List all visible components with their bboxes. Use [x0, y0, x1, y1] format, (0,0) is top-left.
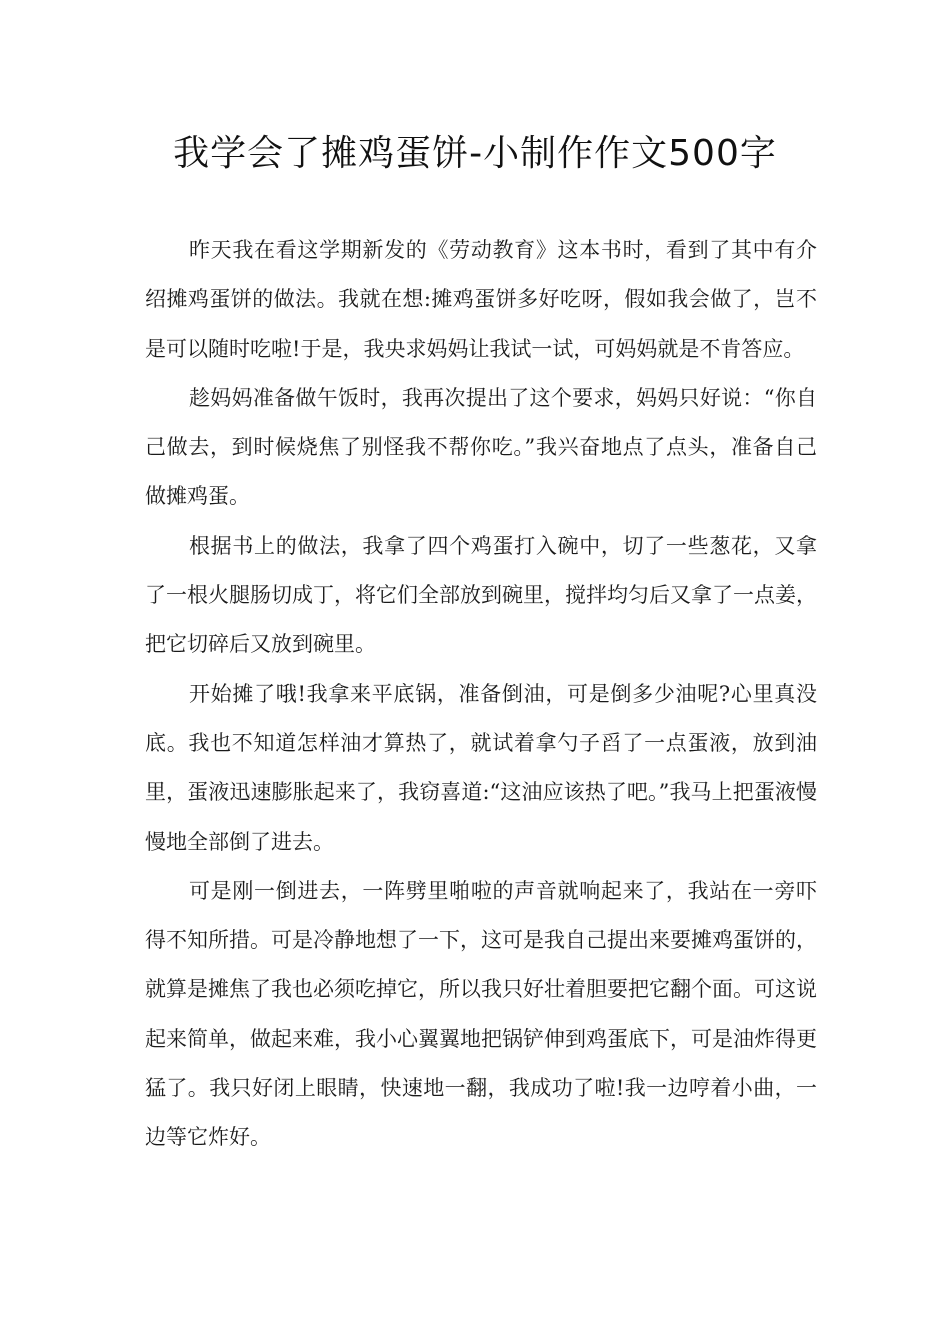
paragraph: 开始摊了哦!我拿来平底锅，准备倒油，可是倒多少油呢?心里真没底。我也不知道怎样油才算热了，就试着拿勺子舀了一点蛋液，放到油里，蛋液迅速膨胀起来了，我窃喜道:“这油应该热了吧。”我马上把蛋液慢慢地全部倒了进去。 [145, 681, 817, 854]
paragraph: 趁妈妈准备做午饭时，我再次提出了这个要求，妈妈只好说：“你自己做去，到时候烧焦了别怪我不帮你吃。”我兴奋地点了点头，准备自己做摊鸡蛋。 [145, 385, 817, 509]
paragraph: 昨天我在看这学期新发的《劳动教育》这本书时，看到了其中有介绍摊鸡蛋饼的做法。我就在想:摊鸡蛋饼多好吃呀，假如我会做了，岂不是可以随时吃啦!于是，我央求妈妈让我试一试，可妈妈就是不肯答应。 [145, 238, 817, 361]
document-title: 我学会了摊鸡蛋饼-小制作作文500字 [173, 133, 777, 174]
paragraph: 可是刚一倒进去，一阵劈里啪啦的声音就响起来了，我站在一旁吓得不知所措。可是冷静地想了一下，这可是我自己提出来要摊鸡蛋饼的，就算是摊焦了我也必须吃掉它，所以我只好壮着胆要把它翻个面。可这说起来简单，做起来难，我小心翼翼地把锅铲伸到鸡蛋底下，可是油炸得更猛了。我只好闭上眼睛，快速地一翻，我成功了啦!我一边哼着小曲，一边等它炸好。 [145, 878, 817, 1150]
document-body [145, 226, 817, 1163]
paragraph: 根据书上的做法，我拿了四个鸡蛋打入碗中，切了一些葱花，又拿了一根火腿肠切成丁，将它们全部放到碗里，搅拌均匀后又拿了一点姜，把它切碎后又放到碗里。 [145, 533, 817, 657]
